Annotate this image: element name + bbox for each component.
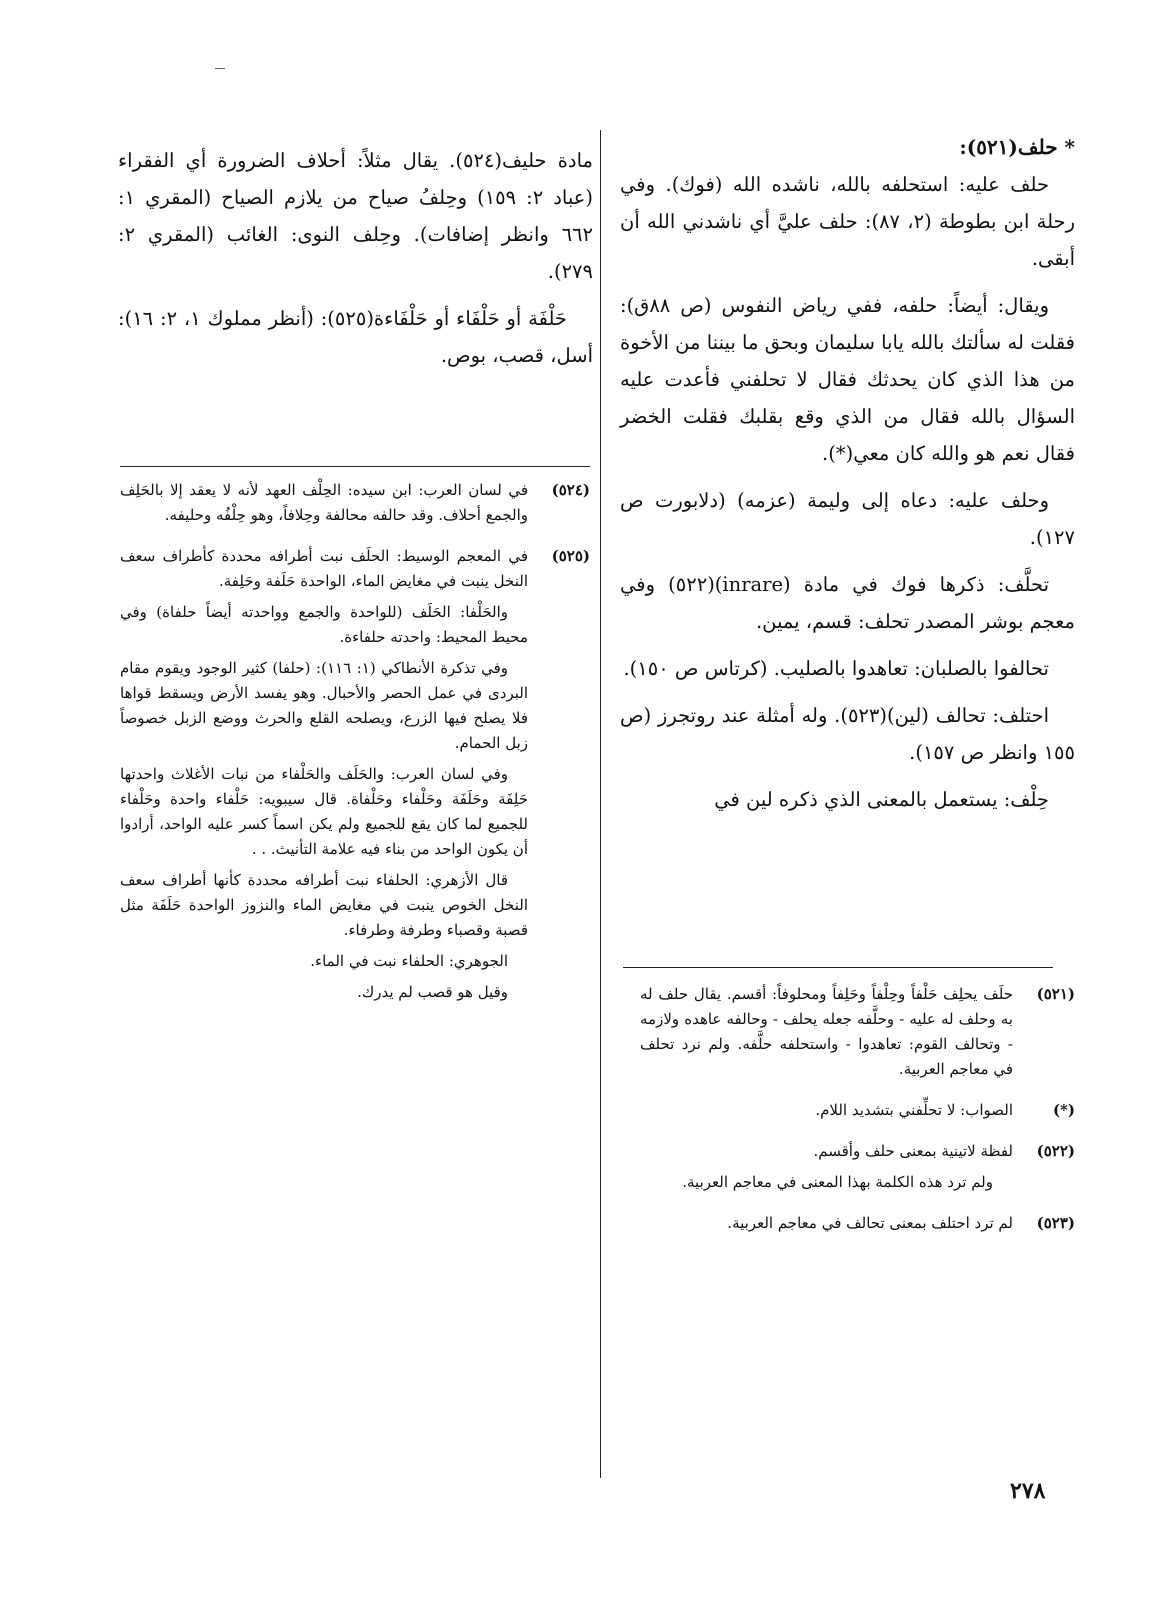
paragraph: احتلف: تحالف (لين)(٥٢٣). وله أمثلة عند روتجرز (ص ١٥٥ وانظر ص ١٥٧). [620, 704, 1075, 764]
footnote-paragraph: والحَلْفا: الحَلَف (للواحدة والجمع وواحدته أيضاً حلفاة) وفي محيط المحيط: واحدته حلفاءة. [120, 603, 528, 646]
footnote [640, 982, 1075, 1088]
footnote-rule [623, 967, 1053, 968]
footnote-rule [120, 466, 590, 467]
footnote-number: (٥٢٥) [551, 547, 590, 565]
footnote-text [640, 982, 1013, 1088]
footnote-paragraph: الجوهري: الحلفاء نبت في الماء. [310, 952, 508, 970]
footnote [640, 1098, 1075, 1129]
footnote-paragraph: في المعجم الوسيط: الحلَف نبت أطرافه محددة كأطراف سعف النخل ينبت في مغايض الماء، الواحدة حَلَفة وحَلِفة. [120, 547, 528, 590]
footnotes-left [120, 478, 590, 1021]
footnote-paragraph: وقيل هو قصب لم يدرك. [357, 983, 508, 1001]
footnote-paragraph: حلَف يحلِف حَلْفاً وحِلْفاً وحَلِفاً ومحلوفاً: أقسم. يقال حلف له به وحلف له عليه - وحلَّفه جعله يحلف - وحالفه عاهده ولازمه - وتحالف القوم: تعاهدوا - واستحلفه حلَّفه. ولم نرد تحلف في معاجم العربية. [640, 985, 1013, 1078]
footnote-paragraph: وفي لسان العرب: والحَلَف والحَلْفاء من نبات الأغلاث واحدتها حَلِفَة وحَلَفَة وحَلْفاء وحَلْفاة. قال سيبويه: حَلْفاء واحدة وحَلْفاء للجميع لما كان يقع للجميع ولم يكن اسماً كسر عليه الواحد، أرادوا أن يكون الواحد من بناء فيه علامة التأنيث. . . [120, 765, 528, 858]
footnote-number: (٥٢٤) [551, 481, 590, 499]
right-column [620, 130, 1075, 828]
entry-heading: * حلف(٥٢١): [959, 135, 1075, 159]
paragraph: وحلف عليه: دعاه إلى وليمة (عزمه) (دلابورت ص ١٢٧). [620, 489, 1075, 549]
paragraph: تحلَّف: ذكرها فوك في مادة (inrare)(٥٢٢) وفي معجم بوشر المصدر تحلف: قسم، يمين. [620, 573, 1075, 633]
footnotes-right [640, 982, 1075, 1252]
footnote-paragraph: ولم ترد هذه الكلمة بهذا المعنى في معاجم العربية. [682, 1173, 993, 1191]
footnote-paragraph: الصواب: لا تحلِّفني بتشديد اللام. [815, 1101, 1013, 1119]
footnote [640, 1139, 1075, 1201]
column-divider [600, 130, 601, 1478]
footnote-text [640, 1139, 1013, 1201]
footnote [120, 544, 590, 1011]
paragraph: مادة حليف(٥٢٤). يقال مثلاً: أحلاف الضرورة أي الفقراء (عباد ٢: ١٥٩) وحِلفُ صياح من يلازم الصياح (المقري ١: ٦٦٢ وانظر إضافات). وحِلف النوى: الغائب (المقري ٢: ٢٧٩). [118, 149, 593, 283]
paragraph: حلف عليه: استحلفه بالله، ناشده الله (فوك). وفي رحلة ابن بطوطة (٢، ٨٧): حلف عليَّ أي ناشدني الله أن أبقى. [620, 173, 1075, 270]
footnote-number: (*) [1052, 1101, 1075, 1119]
footnote-text [120, 544, 528, 1011]
footnote-number: (٥٢٣) [1036, 1214, 1075, 1232]
footnote-number: (٥٢٢) [1036, 1142, 1075, 1160]
footnote-text [640, 1098, 1013, 1129]
paragraph: ويقال: أيضاً: حلفه، ففي رياض النفوس (ص ٨٨ق): فقلت له سألتك بالله يابا سليمان وبحق ما بيننا من الأخوة من هذا الذي كان يحدثك فقال لا تحلفني فأعدت عليه السؤال بالله فقال من الذي وقع بقلبك فقلت الخضر فقال نعم هو والله كان معي(*). [620, 294, 1075, 465]
footnote [640, 1211, 1075, 1242]
left-column [118, 142, 593, 384]
paragraph: تحالفوا بالصلبان: تعاهدوا بالصليب. (كرتاس ص ١٥٠). [623, 657, 1049, 680]
footnote-number: (٥٢١) [1036, 985, 1075, 1003]
footnote-paragraph: وفي تذكرة الأنطاكي (١: ١١٦): (حلفا) كثير الوجود ويقوم مقام البردى في عمل الحصر والأحبال. وهو يفسد الأرض ويسقط قواها فلا يصلح فيها الزرع، ويصلحه القلع والحرث ووضع الزبل خصوصاً زبل الحمام. [120, 659, 528, 752]
paragraph: حِلْف: يستعمل بالمعنى الذي ذكره لين في [714, 788, 1049, 811]
footnote-text [120, 478, 528, 534]
scan-mark [215, 68, 225, 69]
page-number: ٢٧٨ [1010, 1478, 1046, 1504]
paragraph: حَلْفَة أو حَلْفَاء أو حَلْفَاءة(٥٢٥): (أنظر مملوك ١، ٢: ١٦): أسل، قصب، بوص. [118, 307, 593, 367]
footnote-paragraph: لم ترد احتلف بمعنى تحالف في معاجم العربية. [727, 1214, 1013, 1232]
footnote [120, 478, 590, 534]
footnote-paragraph: في لسان العرب: ابن سيده: الحِلْف العهد لأنه لا يعقد إلا بالحَلِف والجمع أحلاف. وقد حالفه محالفة وحِلافاً، وهو حِلْفُه وحليفه. [120, 481, 528, 524]
footnote-paragraph: لفظة لاتينية بمعنى حلف وأقسم. [813, 1142, 1013, 1160]
footnote-paragraph: قال الأزهري: الحلفاء نبت أطرافه محددة كأنها أطراف سعف النخل الخوص ينبت في مغايض الماء والنزوز الواحدة حَلَفَة مثل قصبة وقصباء وطرفة وطرفاء. [120, 871, 528, 939]
footnote-text [640, 1211, 1013, 1242]
